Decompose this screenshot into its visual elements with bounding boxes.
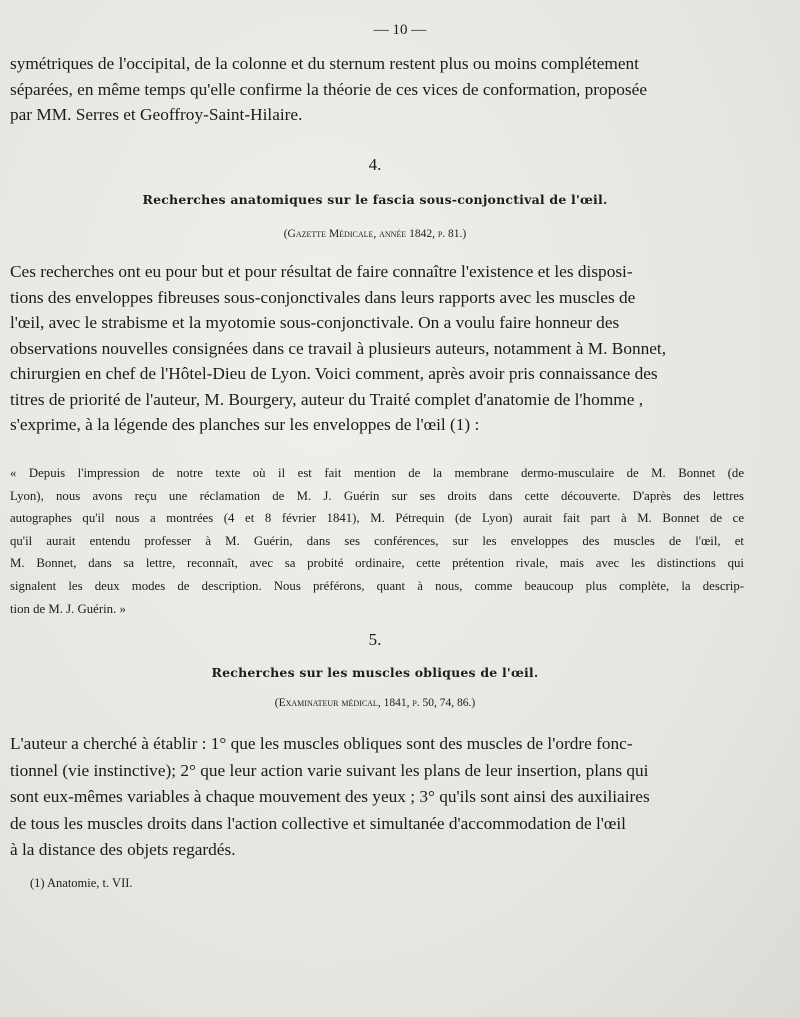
quote-line: tion de M. J. Guérin. » <box>10 601 126 616</box>
text-line: titres de priorité de l'auteur, M. Bourgery, auteur du Traité complet d'anatomie de l'homme , <box>10 389 644 409</box>
text-line: tionnel (vie instinctive); 2° que leur action varie suivant les plans de leur insertion, plans qui <box>10 760 649 780</box>
section-title: Recherches sur les muscles obliques de l'œil. <box>211 665 539 680</box>
text-line: sont eux-mêmes variables à chaque mouvement des yeux ; 3° qu'ils sont ainsi des auxiliaires <box>10 787 650 806</box>
block-quote <box>10 462 744 620</box>
quote-line: signalent les deux modes de description. Nous préférons, quant à nous, comme beaucoup plus complète, la descrip- <box>10 578 744 593</box>
quote-line: M. Bonnet, dans sa lettre, reconnaît, avec sa probité ordinaire, cette prétention rivale, mais avec les distinctions qui <box>10 556 744 571</box>
text-line: Ces recherches ont eu pour but et pour résultat de faire connaître l'existence et les disposi- <box>10 262 633 281</box>
intro-paragraph <box>10 51 768 128</box>
text-line: L'auteur a cherché à établir : 1° que les muscles obliques sont des muscles de l'ordre fonc- <box>10 734 633 753</box>
quote-line: Lyon), nous avons reçu une réclamation de M. J. Guérin sur ses droits dans cette découverte. D'après des lettres <box>10 488 744 503</box>
section-title: Recherches anatomiques sur le fascia sous-conjonctival de l'œil. <box>142 192 608 207</box>
text-line: par MM. Serres et Geoffroy-Saint-Hilaire. <box>10 105 303 124</box>
section-number: 4. <box>368 155 382 174</box>
section-paragraph <box>10 731 768 864</box>
text-line: s'exprime, à la légende des planches sur les enveloppes de l'œil (1) : <box>10 415 480 434</box>
section-citation: (Examinateur médical, 1841, p. 50, 74, 86.) <box>274 697 476 709</box>
text-line: tions des enveloppes fibreuses sous-conjonctivales dans leurs rapports avec les muscles de <box>10 287 636 307</box>
text-line: de tous les muscles droits dans l'action collective et simultanée d'accommodation de l'œil <box>10 813 626 833</box>
page-number: — 10 — <box>373 22 427 38</box>
quote-line: « Depuis l'impression de notre texte où il est fait mention de la membrane dermo-musculaire de M. Bonnet (de <box>10 466 744 480</box>
text-line: observations nouvelles consignées dans ce travail à plusieurs auteurs, notamment à M. Bonnet, <box>10 338 667 358</box>
text-line: chirurgien en chef de l'Hôtel-Dieu de Lyon. Voici comment, après avoir pris connaissance des <box>10 364 658 383</box>
quote-line: qu'il aurait entendu professer à M. Guérin, dans ses conférences, sur les enveloppes des muscles de l'œil, et <box>10 533 744 548</box>
section-paragraph <box>10 259 768 438</box>
text-line: symétriques de l'occipital, de la colonne et du sternum restent plus ou moins complétement <box>10 54 639 73</box>
text-line: à la distance des objets regardés. <box>10 840 236 859</box>
quote-line: autographes qu'il nous a montrées (4 et 8 février 1841), M. Pétrequin (de Lyon) aurait fait part à M. Bonnet de ce <box>10 511 744 526</box>
footnote: (1) Anatomie, t. VII. <box>30 876 133 890</box>
text-line: séparées, en même temps qu'elle confirme la théorie de ces vices de conformation, proposée <box>10 79 647 99</box>
text-line: l'œil, avec le strabisme et la myotomie sous-conjonctivale. On a voulu faire honneur des <box>10 313 620 332</box>
section-citation: (Gazette Médicale, année 1842, p. 81.) <box>283 228 467 240</box>
section-number: 5. <box>368 630 382 649</box>
